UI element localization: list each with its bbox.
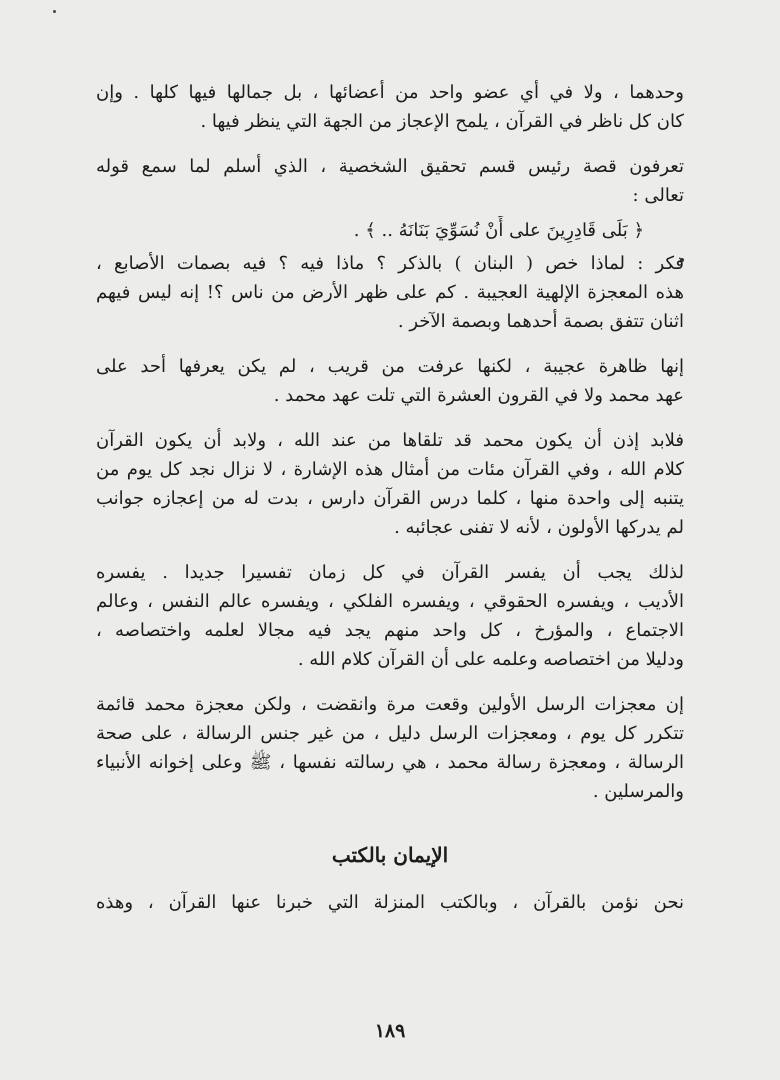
text-line: ودليلا من اختصاصه وعلمه على أن القرآن كلام الله . <box>297 649 684 670</box>
text-line: إنها ظاهرة عجيبة ، لكنها عرفت من قريب ، لم يكن يعرفها أحد على <box>96 356 684 377</box>
paragraph-4 <box>96 352 684 410</box>
text-line: الأديب ، ويفسره الحقوقي ، ويفسره الفلكي ، ويفسره عالم النفس ، وعالم <box>96 591 684 612</box>
text-line: كان كل ناظر في القرآن ، يلمح الإعجاز من الجهة التي ينظر فيها . <box>200 111 684 132</box>
section-heading: الإيمان بالكتب <box>331 843 449 867</box>
text-line: لم يدركها الأولون ، لأنه لا تفنى عجائبه . <box>394 517 684 538</box>
paragraph-5 <box>96 426 684 542</box>
text-line: وحدهما ، ولا في أي عضو واحد من أعضائها ، بل جمالها فيها كلها . وإن <box>96 82 684 103</box>
text-line: تعرفون قصة رئيس قسم تحقيق الشخصية ، الذي أسلم لما سمع قوله <box>96 156 684 177</box>
text-line: يتنبه إلى واحدة منها ، كلما درس القرآن دارس ، بدت له من إعجازه جوانب <box>96 488 684 509</box>
text-line: عهد محمد ولا في القرون العشرة التي تلت عهد محمد . <box>273 385 684 406</box>
text-line: كلام الله ، وفي القرآن مئات من أمثال هذه الإشارة ، لا نزال نجد كل يوم من <box>96 459 684 480</box>
text-line: اثنان تتفق بصمة أحدهما وبصمة الآخر . <box>397 311 684 332</box>
page-number: ١٨٩ <box>374 1020 406 1042</box>
text-line: الرسالة ، ومعجزة رسالة محمد ، هي رسالته نفسها ، ﷺ وعلى إخوانه الأنبياء <box>96 752 684 773</box>
text-line: فلابد إذن أن يكون محمد قد تلقاها من عند الله ، ولابد أن يكون القرآن <box>96 430 684 451</box>
text-line: والمرسلين . <box>592 781 684 802</box>
paragraph-1 <box>96 78 684 136</box>
paragraph-6 <box>96 558 684 674</box>
paragraph-2 <box>96 152 684 210</box>
corner-speck <box>53 10 56 13</box>
quran-verse <box>96 216 684 245</box>
text-line: إن معجزات الرسل الأولين وقعت مرة وانقضت ، ولكن معجزة محمد قائمة <box>96 694 684 715</box>
text-line: لذلك يجب أن يفسر القرآن في كل زمان تفسيرا جديدا . يفسره <box>96 562 684 583</box>
body-text <box>96 78 684 933</box>
text-line: الاجتماع ، والمؤرخ ، كل واحد منهم يجد فيه مجالا لعلمه واختصاصه ، <box>96 620 684 641</box>
paragraph-7 <box>96 690 684 806</box>
text-line: تعالى : <box>632 185 684 206</box>
paragraph-3 <box>96 249 684 336</box>
text-line: فكر : لماذا خص ( البنان ) بالذكر ؟ ماذا فيه ؟ فيه بصمات الأصابع ، <box>96 253 684 274</box>
verse-line: ﴿ بَلَى قَادِرِينَ على أَنْ نُسَوِّيَ بَنَانَهُ .. ﴾ . <box>353 220 644 241</box>
paragraph-8 <box>96 888 684 917</box>
text-line: هذه المعجزة الإلهية العجيبة . كم على ظهر الأرض من ناس ؟! إنه ليس فيهم <box>96 282 684 303</box>
text-line: نحن نؤمن بالقرآن ، وبالكتب المنزلة التي خبرنا عنها القرآن ، وهذه <box>96 892 684 913</box>
text-line: تتكرر كل يوم ، ومعجزات الرسل دليل ، من غير جنس الرسالة ، على صحة <box>96 723 684 744</box>
